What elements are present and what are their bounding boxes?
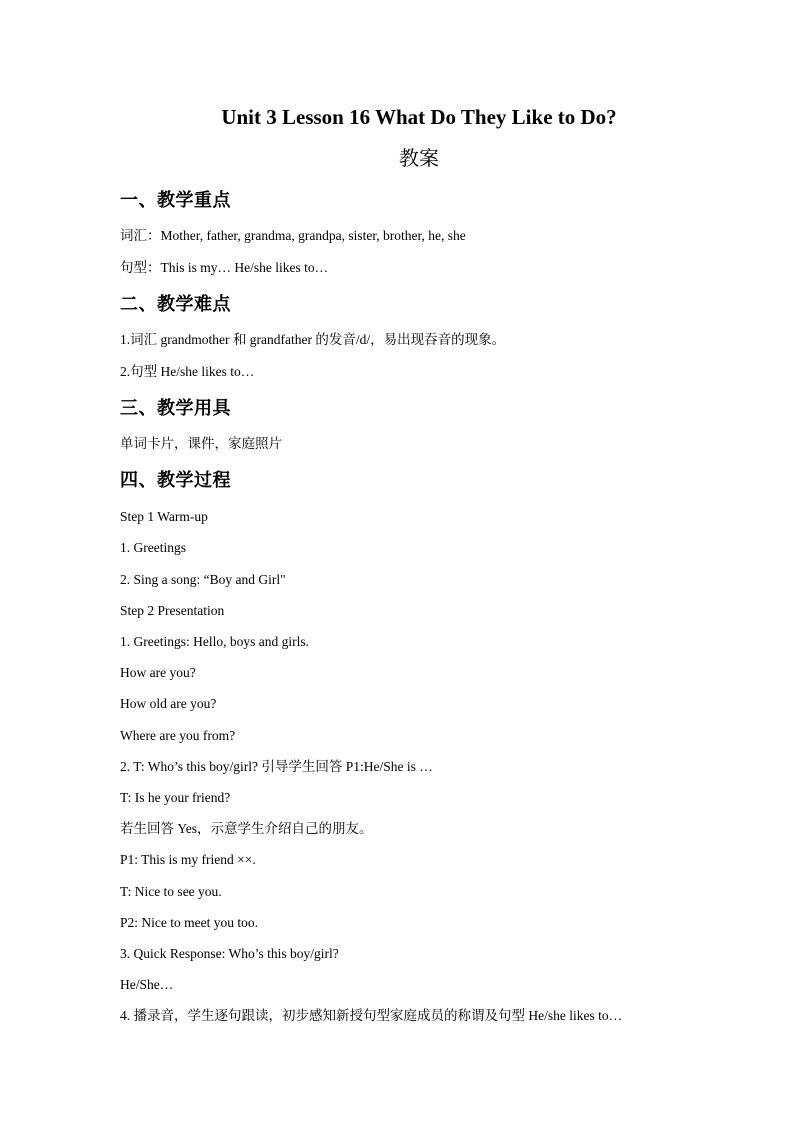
procedure-line: P1: This is my friend ××.: [120, 852, 256, 867]
teaching-aids-line: 单词卡片，课件，家庭照片: [120, 436, 282, 451]
sentence-pattern-line: 句型：This is my… He/she likes to…: [120, 260, 329, 275]
vocabulary-line: 词汇：Mother, father, grandma, grandpa, sister, brother, he, she: [120, 228, 466, 243]
procedure-line: T: Nice to see you.: [120, 884, 222, 899]
procedure-line: How old are you?: [120, 696, 217, 711]
procedure-line: How are you?: [120, 665, 196, 680]
procedure-line: 4. 播录音，学生逐句跟读，初步感知新授句型家庭成员的称谓及句型 He/she likes to…: [120, 1008, 623, 1023]
procedure-line: 3. Quick Response: Who’s this boy/girl?: [120, 946, 339, 961]
difficulty-item-1: 1.词汇 grandmother 和 grandfather 的发音/d/，易出现吞音的现象。: [120, 332, 506, 347]
document-subtitle: 教案: [399, 148, 439, 170]
section-heading-key-points: 一、教学重点: [120, 190, 231, 210]
procedure-line: P2: Nice to meet you too.: [120, 915, 258, 930]
procedure-line: 2. Sing a song: “Boy and Girl": [120, 572, 286, 587]
section-heading-procedure: 四、教学过程: [120, 470, 231, 490]
procedure-line: Step 2 Presentation: [120, 603, 225, 618]
procedure-line: T: Is he your friend?: [120, 790, 231, 805]
procedure-line: Where are you from?: [120, 728, 236, 743]
difficulty-item-2: 2.句型 He/she likes to…: [120, 364, 255, 379]
procedure-line: 1. Greetings: Hello, boys and girls.: [120, 634, 309, 649]
document-title: Unit 3 Lesson 16 What Do They Like to Do?: [221, 105, 617, 129]
section-heading-difficulties: 二、教学难点: [120, 294, 231, 314]
procedure-line: 2. T: Who’s this boy/girl? 引导学生回答 P1:He/She is …: [120, 759, 433, 774]
procedure-line: 1. Greetings: [120, 540, 186, 555]
procedure-line: He/She…: [120, 977, 174, 992]
section-heading-teaching-aids: 三、教学用具: [120, 398, 231, 418]
procedure-line: 若生回答 Yes，示意学生介绍自己的朋友。: [120, 821, 373, 836]
procedure-line: Step 1 Warm-up: [120, 509, 208, 524]
